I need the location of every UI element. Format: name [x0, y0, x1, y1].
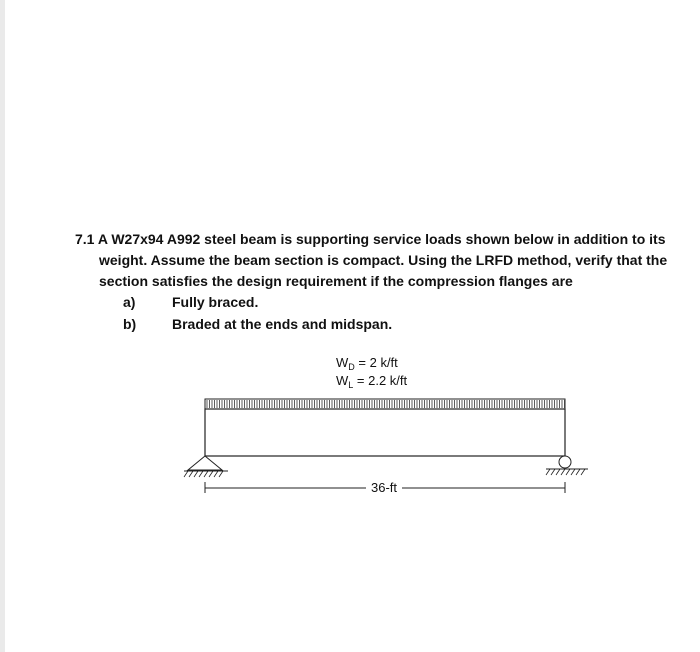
- problem-line-1: 7.1 A W27x94 A992 steel beam is supporting service loads shown below in addition to its: [75, 231, 666, 247]
- pin-support-icon: [184, 456, 228, 477]
- span-label: 36-ft: [370, 480, 398, 495]
- dead-load-label: $W_D = 2$ k/ft: [336, 355, 398, 372]
- distributed-load: [205, 399, 565, 409]
- option-a-letter: a): [123, 294, 136, 310]
- option-a-text: Fully braced.: [172, 294, 259, 310]
- roller-support-icon: [546, 456, 588, 475]
- problem-line-3: section satisfies the design requirement if the compression flanges are: [99, 273, 573, 289]
- problem-line-2: weight. Assume the beam section is compact. Using the LRFD method, verify that the: [99, 252, 668, 268]
- span-dimension: [205, 480, 565, 495]
- option-b-text: Braded at the ends and midspan.: [172, 316, 393, 332]
- option-b-letter: b): [123, 316, 137, 332]
- live-load-label: $W_L = 2.2$ k/ft: [336, 373, 408, 390]
- beam: [205, 409, 565, 456]
